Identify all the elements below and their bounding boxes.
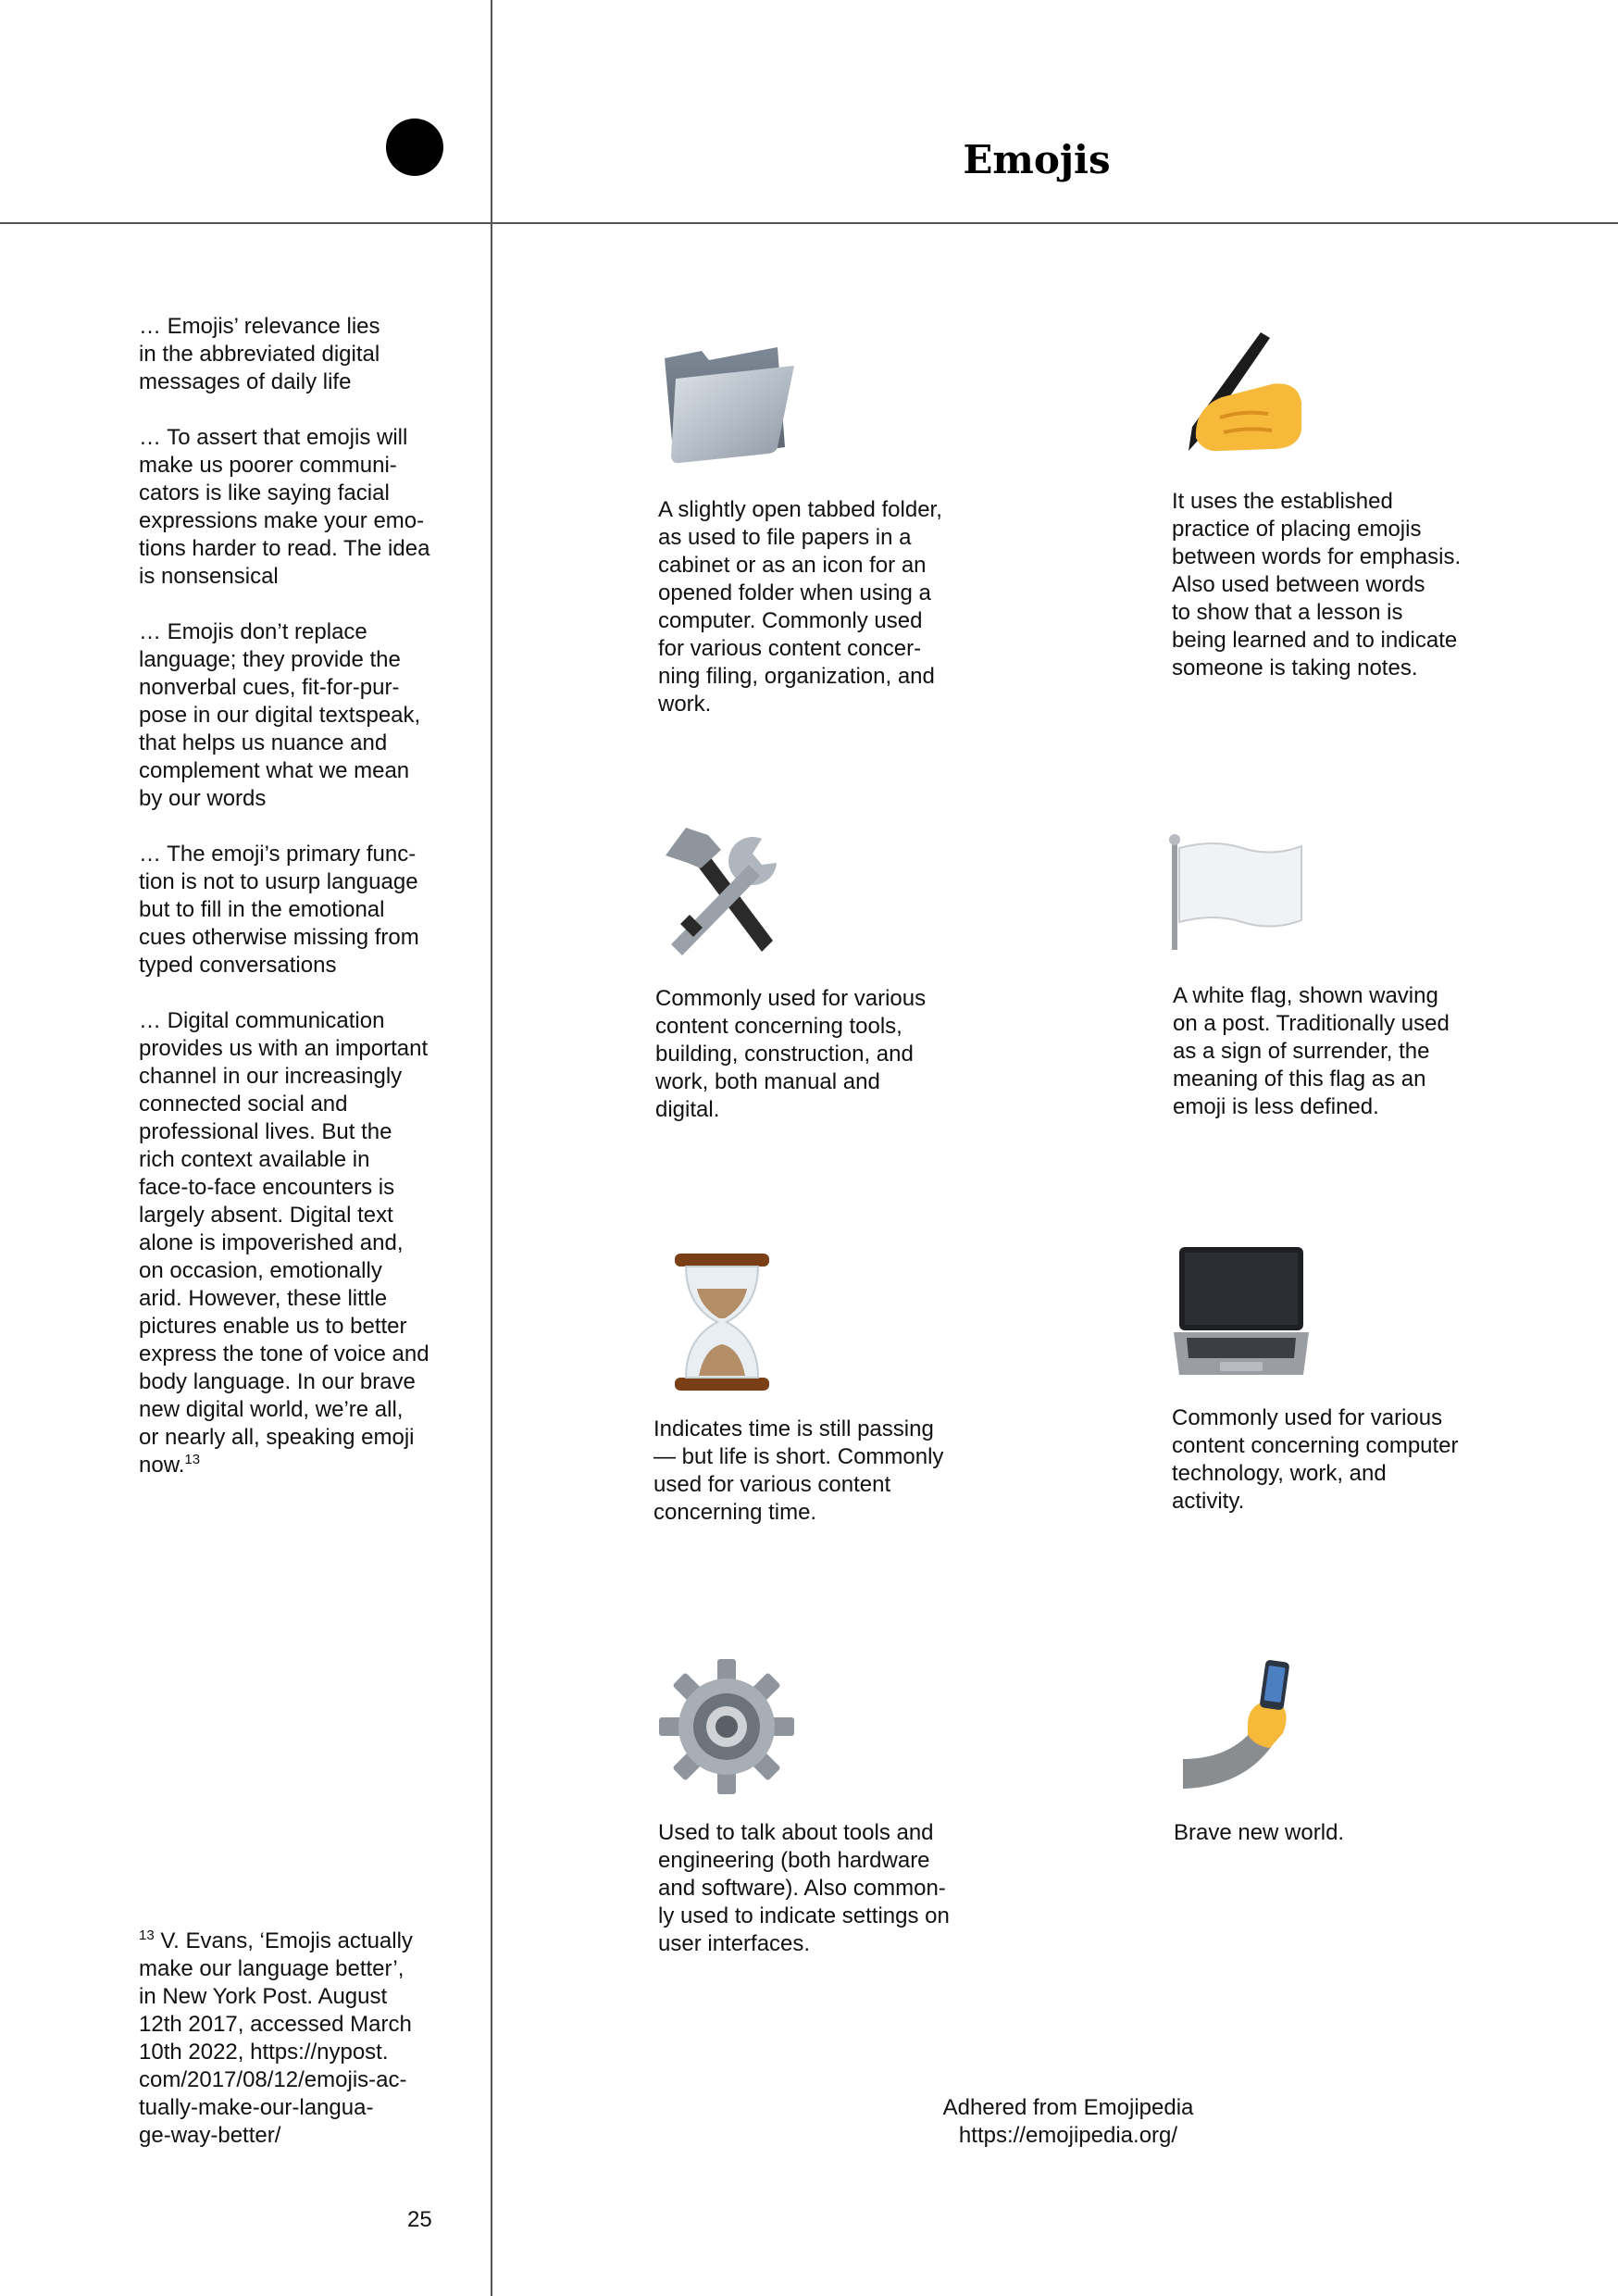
emoji-description: A slightly open tabbed folder, as used to file papers in a cabinet or as an icon for an opened folder when using a computer. Commonly used for various content concer- ning filing, organization, and work. — [658, 497, 942, 717]
emoji-description: It uses the established practice of placing emojis between words for emphasis. Also used between words to show that a lesson is being learned and to indicate someone is taking notes. — [1172, 489, 1462, 680]
footnote — [139, 1928, 454, 2150]
quote: … Emojis don’t replace language; they provide the nonverbal cues, fit-for-pur- pose in our digital textspeak, that helps us nuance and complement what we mean by our words — [139, 619, 421, 811]
header-rule — [0, 222, 1618, 224]
hourglass-icon — [671, 1252, 773, 1392]
emoji-entry — [1181, 1657, 1301, 1791]
black-dot-icon — [386, 119, 443, 176]
quotes-column — [139, 313, 454, 1507]
footnote-text: V. Evans, ‘Emojis actually make our language better’, in New York Post. August 12th 2017, accessed March 10th 2022, https://nypost. com/2017/08/12/emojis-ac- tually-make-our-langua- ge-way-better/ — [139, 1928, 413, 2148]
quote: … The emoji’s primary func- tion is not to usurp language but to fill in the emotional cues otherwise missing from typed conversations — [139, 842, 419, 978]
emoji-entry — [653, 822, 791, 961]
laptop-icon — [1172, 1245, 1311, 1379]
footnote-number: 13 — [139, 1928, 155, 1943]
emoji-entry — [657, 338, 796, 468]
selfie-icon — [1181, 1657, 1301, 1791]
white-flag-icon — [1168, 833, 1307, 954]
quote: … To assert that emojis will make us poorer communi- cators is like saying facial expressions make your emo- tions harder to read. The idea is nonsensical — [139, 425, 430, 589]
page-number: 25 — [407, 2207, 432, 2232]
emoji-entry — [1168, 833, 1307, 954]
emoji-description: Indicates time is still passing — but life is short. Commonly used for various content concerning time. — [653, 1416, 944, 1525]
emoji-entry — [671, 1252, 773, 1392]
quote — [139, 1007, 454, 1479]
source-credit: Adhered from Emojipedia https://emojipedia.org/ — [942, 2095, 1194, 2148]
emoji-description: Used to talk about tools and engineering (both hardware and software). Also common- ly used to indicate settings on user interfaces. — [658, 1820, 950, 1956]
emoji-description: Commonly used for various content concerning computer technology, work, and activity. — [1172, 1405, 1459, 1514]
writing-hand-icon — [1168, 329, 1316, 458]
quote: … Emojis’ relevance lies in the abbreviated digital messages of daily life — [139, 314, 380, 394]
emoji-entry — [1172, 1245, 1311, 1379]
quote-text: … Digital communication provides us with an important channel in our increasingly connected social and professional lives. But the rich context available in face-to-face encounters is largely absent. Digital text alone is impoverished and, on occasion, emotionally arid. However, these little pictures enable us to better express the tone of voice and body language. In our brave new digital world, we’re all, or nearly all, speaking emoji now. — [139, 1008, 429, 1478]
emoji-description: A white flag, shown waving on a post. Traditionally used as a sign of surrender, the meaning of this flag as an emoji is less defined. — [1173, 983, 1450, 1119]
emoji-entry — [1168, 329, 1316, 458]
open-folder-icon — [657, 338, 796, 468]
emoji-description: Brave new world. — [1174, 1820, 1345, 1845]
emoji-entry — [657, 1657, 796, 1796]
page-title: Emojis — [963, 137, 1111, 182]
column-divider — [491, 0, 492, 2296]
gear-icon — [657, 1657, 796, 1796]
emoji-description: Commonly used for various content concerning tools, building, construction, and work, both manual and digital. — [655, 986, 927, 1122]
hammer-and-wrench-icon — [653, 822, 791, 961]
footnote-reference: 13 — [184, 1452, 201, 1467]
